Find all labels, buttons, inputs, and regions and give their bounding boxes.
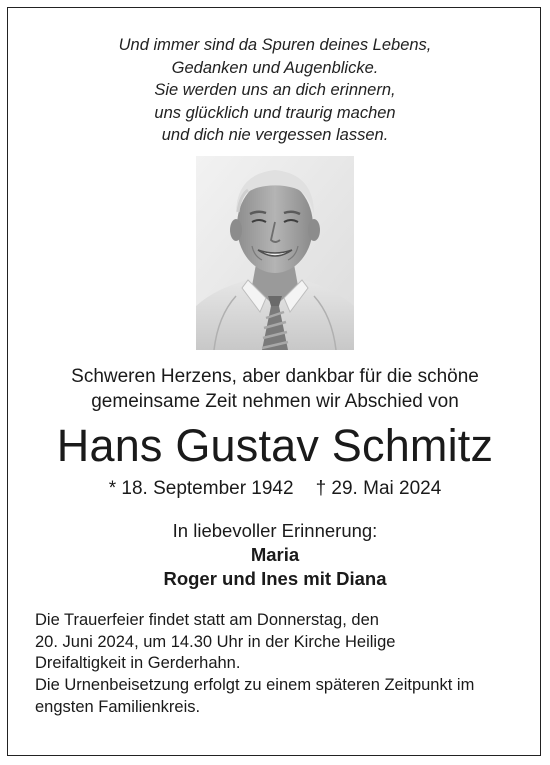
mourner-name: Maria xyxy=(250,544,300,565)
notice-line: Dreifaltigkeit in Gerderhahn. xyxy=(35,654,241,672)
memorial-verse xyxy=(0,34,550,147)
birth-date: * 18. September 1942 xyxy=(108,478,294,499)
verse-line: Gedanken und Augenblicke. xyxy=(171,58,379,77)
notice-line: Die Urnenbeisetzung erfolgt zu einem späteren Zeitpunkt im xyxy=(35,676,475,694)
deceased-name: Hans Gustav Schmitz xyxy=(56,420,494,471)
verse-line: Und immer sind da Spuren deines Lebens, xyxy=(118,36,432,54)
funeral-notice xyxy=(35,610,525,675)
death-date: † 29. Mai 2024 xyxy=(315,478,442,499)
farewell-intro xyxy=(0,364,550,414)
intro-line: Schweren Herzens, aber dankbar für die schöne xyxy=(71,366,479,387)
life-dates xyxy=(0,477,550,501)
mourner-name: Roger und Ines mit Diana xyxy=(163,568,387,589)
memory-heading: In liebevoller Erinnerung: xyxy=(172,520,378,541)
portrait-photo xyxy=(196,156,354,350)
verse-line: Sie werden uns an dich erinnern, xyxy=(154,81,396,99)
notice-line: engsten Familienkreis. xyxy=(35,697,201,716)
intro-line: gemeinsame Zeit nehmen wir Abschied von xyxy=(91,391,459,412)
urn-burial-notice xyxy=(35,675,525,718)
verse-line: uns glücklich und traurig machen xyxy=(154,103,396,122)
notice-line: Die Trauerfeier findet statt am Donnerstag, den xyxy=(35,611,379,629)
verse-line: und dich nie vergessen lassen. xyxy=(161,126,389,144)
notice-line: 20. Juni 2024, um 14.30 Uhr in der Kirche Heilige xyxy=(35,632,396,651)
mourners-block xyxy=(0,519,550,591)
